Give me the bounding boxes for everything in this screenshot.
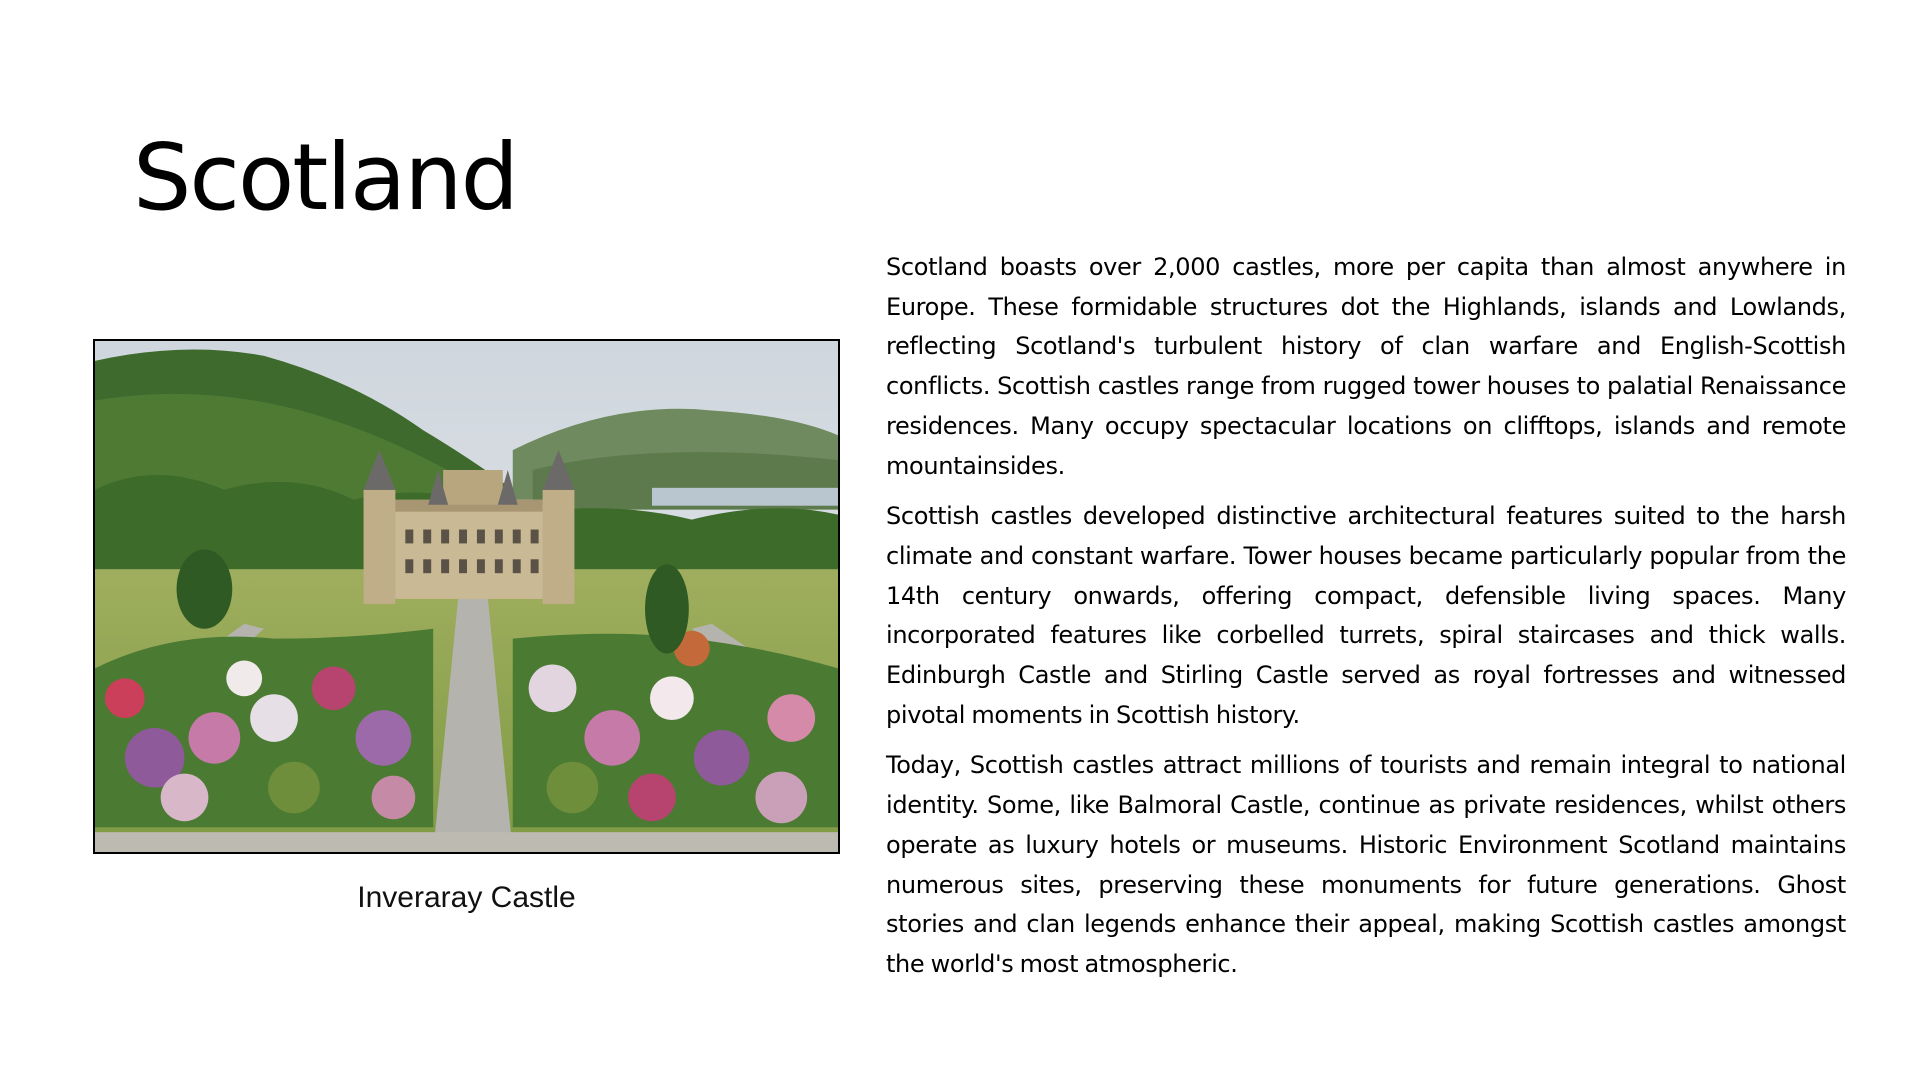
castle-photo [93, 339, 840, 854]
body-text [886, 248, 1846, 996]
slide-title: Scotland [133, 124, 517, 231]
castle-photo-illustration [95, 341, 838, 852]
paragraph-2: Scottish castles developed distinctive architectural features suited to the harsh climate and constant warfare. Tower houses became particularly popular from the 14th century onwards, offering compact, defensible living spaces. Many incorporated features like corbelled turrets, spiral staircases and thick walls. Edinburgh Castle and Stirling Castle served as royal fortresses and witnessed pivotal moments in Scottish history. [886, 502, 1846, 729]
paragraph-1: Scotland boasts over 2,000 castles, more per capita than almost anywhere in Europe. These formidable structures dot the Highlands, islands and Lowlands, reflecting Scotland's turbulent history of clan warfare and English-Scottish conflicts. Scottish castles range from rugged tower houses to palatial Renaissance residences. Many occupy spectacular locations on clifftops, islands and remote mountainsides. [886, 253, 1846, 480]
paragraph-3: Today, Scottish castles attract millions of tourists and remain integral to national identity. Some, like Balmoral Castle, continue as private residences, whilst others operate as luxury hotels or museums. Historic Environment Scotland maintains numerous sites, preserving these monuments for future generations. Ghost stories and clan legends enhance their appeal, making Scottish castles amongst the world's most atmospheric. [886, 751, 1846, 978]
image-caption: Inveraray Castle [357, 881, 576, 914]
